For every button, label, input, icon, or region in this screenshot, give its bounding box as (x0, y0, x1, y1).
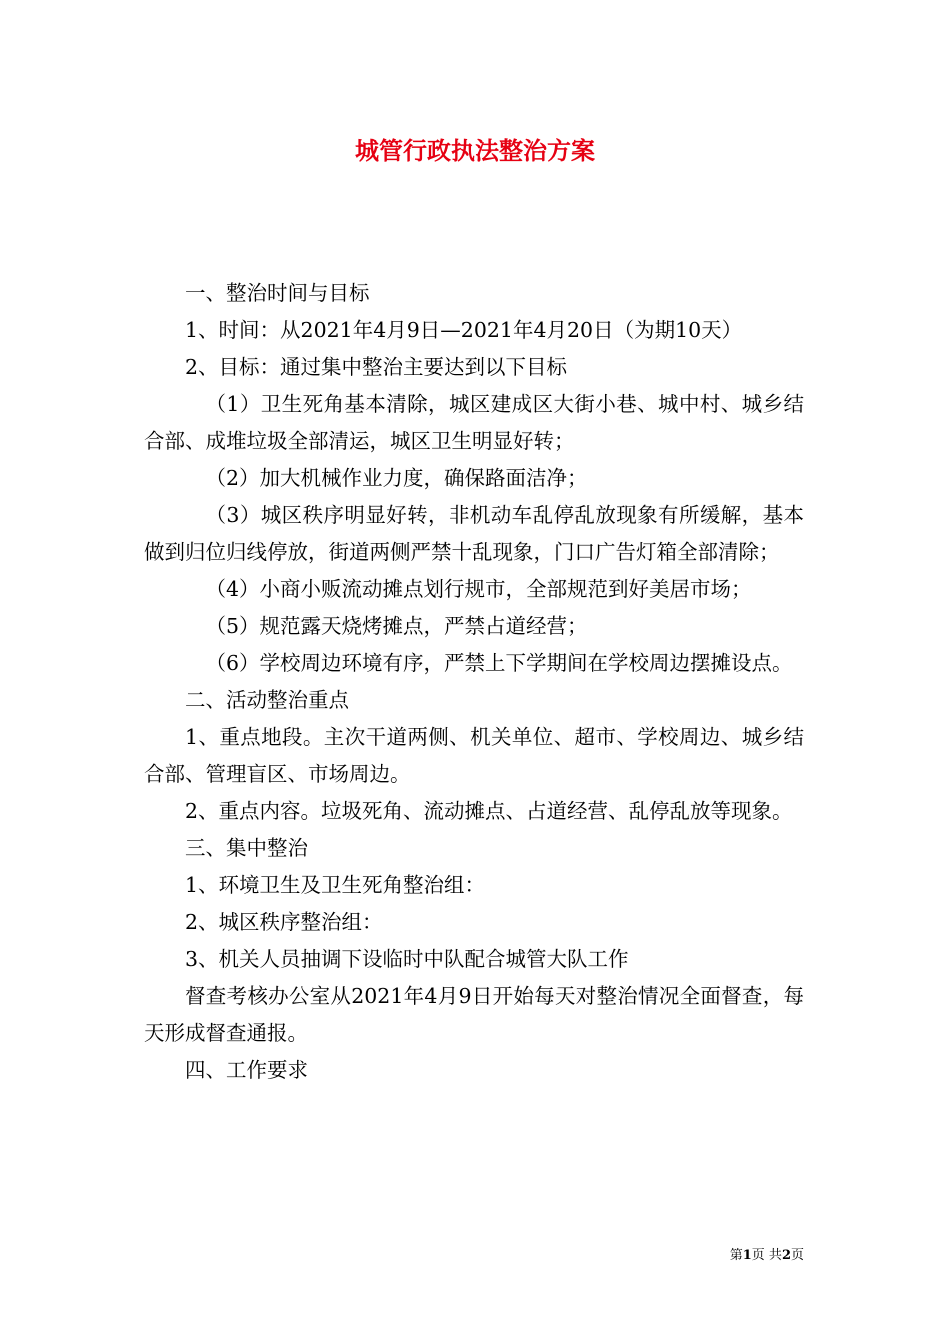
paragraph: （2）加大机械作业力度，确保路面洁净； (205, 466, 588, 490)
paragraph: 四、工作要求 (185, 1058, 308, 1082)
paragraph: （1）卫生死角基本清除，城区建成区大街小巷、城中村、城乡结合部、成堆垃圾全部清运，城区卫生明显好转； (144, 392, 804, 453)
paragraph: （6）学校周边环境有序，严禁上下学期间在学校周边摆摊设点。 (205, 651, 793, 675)
page-footer (730, 1248, 804, 1264)
paragraph: 2、城区秩序整治组： (185, 910, 383, 934)
page-title: 城管行政执法整治方案 (355, 136, 595, 165)
paragraph: 2、重点内容。垃圾死角、流动摊点、占道经营、乱停乱放等现象。 (185, 799, 793, 823)
footer-middle: 页 共 (751, 1248, 782, 1263)
paragraph: 三、集中整治 (185, 836, 308, 860)
paragraph: 1、重点地段。主次干道两侧、机关单位、超市、学校周边、城乡结合部、管理盲区、市场周边。 (144, 725, 804, 786)
footer-prefix: 第 (729, 1248, 743, 1263)
paragraph: （3）城区秩序明显好转，非机动车乱停乱放现象有所缓解，基本做到归位归线停放，街道两侧严禁十乱现象，门口广告灯箱全部清除； (144, 503, 804, 564)
paragraph: 3、机关人员抽调下设临时中队配合城管大队工作 (185, 947, 629, 971)
paragraph: （4）小商小贩流动摊点划行规市，全部规范到好美居市场； (205, 577, 752, 601)
footer-current-page: 1 (742, 1248, 752, 1263)
document-body (144, 275, 804, 1089)
paragraph: 2、目标：通过集中整治主要达到以下目标 (185, 355, 568, 379)
paragraph: 督查考核办公室从2021年4月9日开始每天对整治情况全面督查，每天形成督查通报。 (144, 984, 804, 1045)
paragraph: （5）规范露天烧烤摊点，严禁占道经营； (205, 614, 588, 638)
paragraph: 1、时间：从2021年4月9日—2021年4月20日（为期10天） (185, 318, 743, 342)
paragraph: 1、环境卫生及卫生死角整治组： (185, 873, 486, 897)
paragraph: 二、活动整治重点 (185, 688, 349, 712)
footer-total-pages: 2 (781, 1248, 791, 1263)
footer-suffix: 页 (790, 1248, 804, 1263)
paragraph: 一、整治时间与目标 (185, 281, 370, 305)
